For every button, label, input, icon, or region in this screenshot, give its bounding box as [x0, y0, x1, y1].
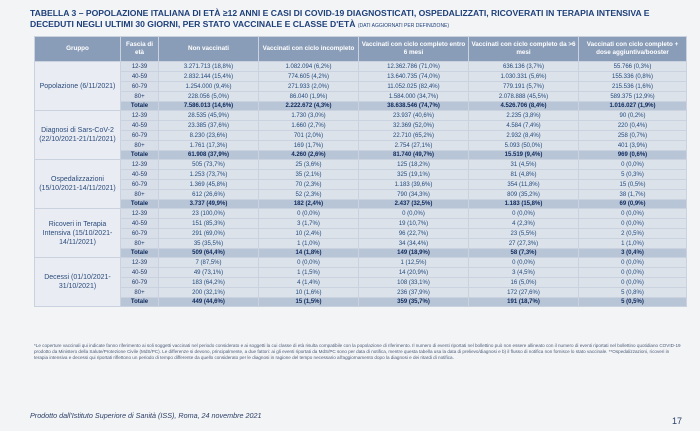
value-cell: 0 (0,0%) — [579, 160, 687, 170]
age-class-cell: 80+ — [121, 190, 159, 200]
value-cell: 3 (4,5%) — [469, 268, 579, 278]
value-cell: 1.082.094 (6,2%) — [259, 62, 359, 72]
value-cell: 90 (0,2%) — [579, 111, 687, 121]
table-row — [35, 209, 687, 219]
value-cell: 4 (2,3%) — [469, 219, 579, 229]
value-cell: 0 (0,0%) — [579, 219, 687, 229]
value-cell: 4 (1,4%) — [259, 278, 359, 288]
value-cell: 291 (69,0%) — [159, 229, 259, 239]
age-class-cell: 12-39 — [121, 258, 159, 268]
value-cell: 1 (12,5%) — [359, 258, 469, 268]
value-cell: 191 (18,7%) — [469, 298, 579, 307]
value-cell: 125 (18,2%) — [359, 160, 469, 170]
value-cell: 2.437 (32,5%) — [359, 200, 469, 209]
header-age: Fascia di età — [121, 37, 159, 62]
table-row — [35, 229, 687, 239]
table-total-row — [35, 298, 687, 307]
value-cell: 25 (3,6%) — [259, 160, 359, 170]
value-cell: 359 (35,7%) — [359, 298, 469, 307]
value-cell: 15 (1,5%) — [259, 298, 359, 307]
value-cell: 69 (0,9%) — [579, 200, 687, 209]
value-cell: 182 (2,4%) — [259, 200, 359, 209]
value-cell: 13.640.735 (74,0%) — [359, 72, 469, 82]
age-class-cell: 60-79 — [121, 180, 159, 190]
value-cell: 779.191 (5,7%) — [469, 82, 579, 92]
age-class-cell: 80+ — [121, 141, 159, 151]
table-row — [35, 111, 687, 121]
table-title — [30, 8, 680, 32]
value-cell: 228.056 (5,0%) — [159, 92, 259, 102]
value-cell: 1.730 (3,0%) — [259, 111, 359, 121]
value-cell: 258 (0,7%) — [579, 131, 687, 141]
table-row — [35, 92, 687, 102]
value-cell: 505 (73,7%) — [159, 160, 259, 170]
value-cell: 38.638.546 (74,7%) — [359, 102, 469, 111]
group-label: Ricoveri in Terapia Intensiva (15/10/2021-14/11/2021) — [35, 209, 121, 258]
value-cell: 14 (1,8%) — [259, 249, 359, 258]
table-row — [35, 278, 687, 288]
value-cell: 215.536 (1,6%) — [579, 82, 687, 92]
value-cell: 19 (10,7%) — [359, 219, 469, 229]
table-row — [35, 72, 687, 82]
value-cell: 1.183 (15,8%) — [469, 200, 579, 209]
age-class-cell: Totale — [121, 249, 159, 258]
value-cell: 1.030.331 (5,6%) — [469, 72, 579, 82]
value-cell: 149 (18,9%) — [359, 249, 469, 258]
table-row — [35, 239, 687, 249]
value-cell: 236 (37,9%) — [359, 288, 469, 298]
value-cell: 509 (64,4%) — [159, 249, 259, 258]
value-cell: 4.526.706 (8,4%) — [469, 102, 579, 111]
age-class-cell: Totale — [121, 151, 159, 160]
value-cell: 0 (0,0%) — [579, 258, 687, 268]
age-class-cell: 40-59 — [121, 268, 159, 278]
value-cell: 7 (87,5%) — [159, 258, 259, 268]
table-row — [35, 160, 687, 170]
age-class-cell: 80+ — [121, 239, 159, 249]
value-cell: 200 (32,1%) — [159, 288, 259, 298]
value-cell: 52 (2,3%) — [259, 190, 359, 200]
value-cell: 0 (0,0%) — [579, 278, 687, 288]
value-cell: 589.375 (12,9%) — [579, 92, 687, 102]
age-class-cell: 40-59 — [121, 72, 159, 82]
table-row — [35, 62, 687, 72]
value-cell: 5.093 (50,0%) — [469, 141, 579, 151]
value-cell: 31 (4,5%) — [469, 160, 579, 170]
value-cell: 774.605 (4,2%) — [259, 72, 359, 82]
value-cell: 4.260 (2,6%) — [259, 151, 359, 160]
value-cell: 96 (22,7%) — [359, 229, 469, 239]
table-row — [35, 288, 687, 298]
value-cell: 449 (44,6%) — [159, 298, 259, 307]
age-class-cell: 60-79 — [121, 131, 159, 141]
value-cell: 32.369 (52,0%) — [359, 121, 469, 131]
age-class-cell: 60-79 — [121, 278, 159, 288]
value-cell: 108 (33,1%) — [359, 278, 469, 288]
value-cell: 10 (1,6%) — [259, 288, 359, 298]
value-cell: 0 (0,0%) — [469, 209, 579, 219]
value-cell: 151 (85,3%) — [159, 219, 259, 229]
value-cell: 15.519 (9,4%) — [469, 151, 579, 160]
value-cell: 172 (27,6%) — [469, 288, 579, 298]
value-cell: 12.362.786 (71,0%) — [359, 62, 469, 72]
value-cell: 15 (0,5%) — [579, 180, 687, 190]
value-cell: 0 (0,0%) — [259, 209, 359, 219]
table-total-row — [35, 249, 687, 258]
value-cell: 86.040 (1,9%) — [259, 92, 359, 102]
table-row — [35, 258, 687, 268]
age-class-cell: 80+ — [121, 92, 159, 102]
value-cell: 55.766 (0,3%) — [579, 62, 687, 72]
value-cell: 1 (1,0%) — [579, 239, 687, 249]
table-row — [35, 268, 687, 278]
value-cell: 809 (35,2%) — [469, 190, 579, 200]
value-cell: 2.932 (8,4%) — [469, 131, 579, 141]
header-complete-within-6m: Vaccinati con ciclo completo entro 6 mesi — [359, 37, 469, 62]
group-label: Popolazione (6/11/2021) — [35, 62, 121, 111]
header-row — [35, 37, 687, 62]
value-cell: 23 (100,0%) — [159, 209, 259, 219]
value-cell: 70 (2,3%) — [259, 180, 359, 190]
age-class-cell: 60-79 — [121, 82, 159, 92]
table-total-row — [35, 200, 687, 209]
value-cell: 1.254.000 (9,4%) — [159, 82, 259, 92]
age-class-cell: 12-39 — [121, 62, 159, 72]
value-cell: 169 (1,7%) — [259, 141, 359, 151]
value-cell: 38 (1,7%) — [579, 190, 687, 200]
value-cell: 636.136 (3,7%) — [469, 62, 579, 72]
value-cell: 271.933 (2,0%) — [259, 82, 359, 92]
age-class-cell: Totale — [121, 298, 159, 307]
value-cell: 612 (26,6%) — [159, 190, 259, 200]
value-cell: 0 (0,0%) — [469, 258, 579, 268]
value-cell: 34 (34,4%) — [359, 239, 469, 249]
value-cell: 0 (0,0%) — [359, 209, 469, 219]
value-cell: 0 (0,0%) — [579, 268, 687, 278]
age-class-cell: 80+ — [121, 288, 159, 298]
value-cell: 1.660 (2,7%) — [259, 121, 359, 131]
value-cell: 401 (3,9%) — [579, 141, 687, 151]
value-cell: 2.754 (27,1%) — [359, 141, 469, 151]
value-cell: 23.937 (40,6%) — [359, 111, 469, 121]
value-cell: 3 (0,4%) — [579, 249, 687, 258]
table-notes: *Le coperture vaccinali qui indicate fanno riferimento ai soli soggetti vaccinati nel periodo considerato e ai soggetti la cui classe di età risulta compatibile con la popolazione di riferimento. Il numero di eventi riportati nel bollettino può non essere allineato con il numero di eventi riportati nel bollettino quotidiano COVID-19 prodotto da Ministero della Salute/Protezione Civile (MdS/PC). Le differenze si devono, principalmente, a due fattori: ai gli eventi riportati da MdS/PC sono per data di notifica, mentre questa tabella usa la data di prelievo/diagnosi e b) il flusso di notifica non fornisce lo stato vaccinale. **Ospedalizzazioni, ricoveri in terapia intensiva e decessi qui riportati riflettono un periodo di tempo differente da quello considerato per le diagnosi in ragione del tempo necessario all'aggiornamento dopo la diagnosi e dei ritardi di notifica. — [34, 343, 681, 360]
value-cell: 5 (0,5%) — [579, 298, 687, 307]
table-row — [35, 180, 687, 190]
value-cell: 220 (0,4%) — [579, 121, 687, 131]
value-cell: 3.271.713 (18,8%) — [159, 62, 259, 72]
value-cell: 1.016.027 (1,9%) — [579, 102, 687, 111]
value-cell: 5 (0,8%) — [579, 288, 687, 298]
age-class-cell: 40-59 — [121, 219, 159, 229]
value-cell: 1 (1,5%) — [259, 268, 359, 278]
value-cell: 325 (19,1%) — [359, 170, 469, 180]
table-row — [35, 82, 687, 92]
value-cell: 10 (2,4%) — [259, 229, 359, 239]
value-cell: 14 (20,9%) — [359, 268, 469, 278]
value-cell: 0 (0,0%) — [259, 258, 359, 268]
value-cell: 61.908 (37,9%) — [159, 151, 259, 160]
value-cell: 28.535 (45,9%) — [159, 111, 259, 121]
value-cell: 354 (11,8%) — [469, 180, 579, 190]
value-cell: 1.369 (45,8%) — [159, 180, 259, 190]
header-unvaccinated: Non vaccinati — [159, 37, 259, 62]
value-cell: 23 (5,5%) — [469, 229, 579, 239]
value-cell: 1 (1,0%) — [259, 239, 359, 249]
value-cell: 2 (0,5%) — [579, 229, 687, 239]
value-cell: 3.737 (49,9%) — [159, 200, 259, 209]
table-row — [35, 219, 687, 229]
value-cell: 7.586.013 (14,6%) — [159, 102, 259, 111]
title-note: (DATI AGGIORNATI PER DEFINIZIONE) — [357, 23, 450, 29]
value-cell: 155.336 (0,8%) — [579, 72, 687, 82]
table-row — [35, 170, 687, 180]
group-label: Decessi (01/10/2021-31/10/2021) — [35, 258, 121, 307]
header-booster: Vaccinati con ciclo completo + dose aggiuntiva/booster — [579, 37, 687, 62]
value-cell: 183 (64,2%) — [159, 278, 259, 288]
table-row — [35, 121, 687, 131]
header-complete-over-6m: Vaccinati con ciclo completo da >6 mesi — [469, 37, 579, 62]
title-text: TABELLA 3 – POPOLAZIONE ITALIANA DI ETÀ ≥12 ANNI E CASI DI COVID-19 DIAGNOSTICATI, OSPEDALIZZATI, RICOVERATI IN TERAPIA INTENSIVA E DECEDUTI NEGLI ULTIMI 30 GIORNI, PER STATO VACCINALE E CLASSE D'ETÀ — [30, 8, 650, 29]
table-row — [35, 141, 687, 151]
age-class-cell: 60-79 — [121, 229, 159, 239]
value-cell: 1.253 (73,7%) — [159, 170, 259, 180]
value-cell: 2.222.672 (4,3%) — [259, 102, 359, 111]
value-cell: 2.832.144 (15,4%) — [159, 72, 259, 82]
value-cell: 701 (2,0%) — [259, 131, 359, 141]
table-total-row — [35, 102, 687, 111]
value-cell: 1.584.000 (34,7%) — [359, 92, 469, 102]
value-cell: 81.740 (49,7%) — [359, 151, 469, 160]
age-class-cell: 12-39 — [121, 160, 159, 170]
page-number: 17 — [671, 416, 682, 426]
value-cell: 11.052.025 (82,4%) — [359, 82, 469, 92]
age-class-cell: Totale — [121, 200, 159, 209]
value-cell: 16 (5,0%) — [469, 278, 579, 288]
age-class-cell: 12-39 — [121, 209, 159, 219]
group-label: Diagnosi di Sars-CoV-2 (22/10/2021-21/11/2021) — [35, 111, 121, 160]
age-class-cell: 40-59 — [121, 170, 159, 180]
value-cell: 22.710 (65,2%) — [359, 131, 469, 141]
vaccination-table — [34, 36, 687, 307]
age-class-cell: 40-59 — [121, 121, 159, 131]
value-cell: 8.230 (23,6%) — [159, 131, 259, 141]
value-cell: 35 (35,5%) — [159, 239, 259, 249]
value-cell: 1.761 (17,3%) — [159, 141, 259, 151]
header-incomplete: Vaccinati con ciclo incompleto — [259, 37, 359, 62]
table-row — [35, 131, 687, 141]
value-cell: 0 (0,0%) — [579, 209, 687, 219]
value-cell: 4.584 (7,4%) — [469, 121, 579, 131]
value-cell: 49 (73,1%) — [159, 268, 259, 278]
table-row — [35, 190, 687, 200]
value-cell: 1.183 (39,6%) — [359, 180, 469, 190]
group-label: Ospedalizzazioni (15/10/2021-14/11/2021) — [35, 160, 121, 209]
table-total-row — [35, 151, 687, 160]
age-class-cell: Totale — [121, 102, 159, 111]
value-cell: 23.385 (37,6%) — [159, 121, 259, 131]
value-cell: 2.235 (3,8%) — [469, 111, 579, 121]
value-cell: 35 (2,1%) — [259, 170, 359, 180]
header-group: Gruppo — [35, 37, 121, 62]
value-cell: 27 (27,3%) — [469, 239, 579, 249]
value-cell: 2.078.888 (45,5%) — [469, 92, 579, 102]
value-cell: 969 (0,6%) — [579, 151, 687, 160]
value-cell: 5 (0,3%) — [579, 170, 687, 180]
value-cell: 81 (4,8%) — [469, 170, 579, 180]
value-cell: 790 (34,3%) — [359, 190, 469, 200]
footer-credit: Prodotto dall'Istituto Superiore di Sanità (ISS), Roma, 24 novembre 2021 — [30, 411, 262, 420]
age-class-cell: 12-39 — [121, 111, 159, 121]
value-cell: 58 (7,3%) — [469, 249, 579, 258]
value-cell: 3 (1,7%) — [259, 219, 359, 229]
